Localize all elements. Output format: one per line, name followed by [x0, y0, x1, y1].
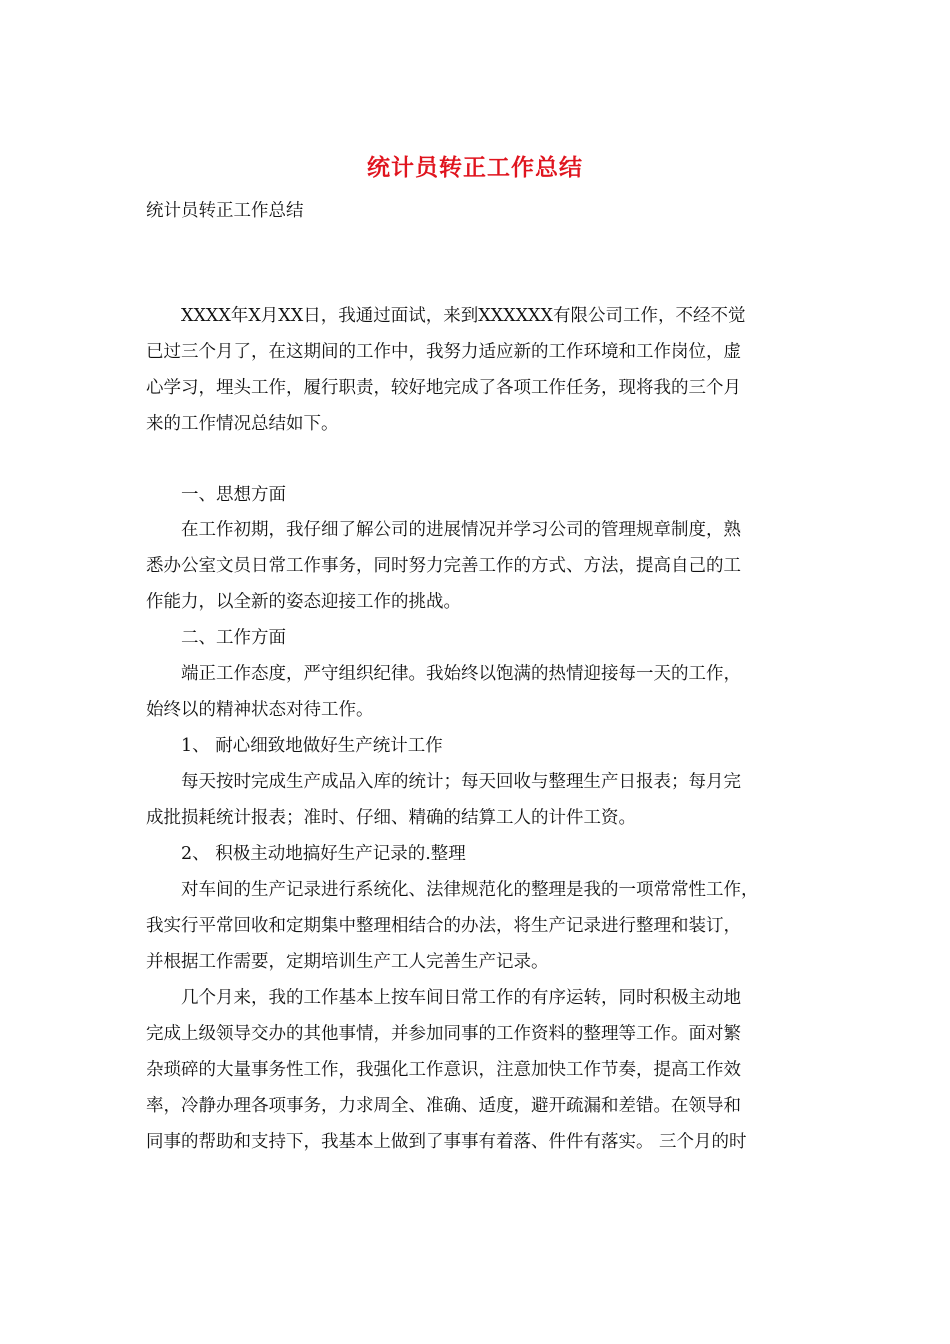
body-line: 成批损耗统计报表；准时、仔细、精确的结算工人的计件工资。: [146, 808, 636, 828]
body-line: 几个月来，我的工作基本上按车间日常工作的有序运转，同时积极主动地: [146, 988, 741, 1008]
body-line: 同事的帮助和支持下，我基本上做到了事事有着落、件件有落实。 三个月的时: [146, 1132, 747, 1152]
section-heading: 一、思想方面: [146, 485, 286, 505]
body-line: 每天按时完成生产成品入库的统计；每天回收与整理生产日报表；每月完: [146, 772, 741, 792]
section-heading: 二、工作方面: [146, 628, 286, 648]
body-line: 我实行平常回收和定期集中整理相结合的办法，将生产记录进行整理和装订，: [146, 916, 741, 936]
body-line: 始终以的精神状态对待工作。: [146, 700, 374, 720]
body-line: 悉办公室文员日常工作事务，同时努力完善工作的方式、方法，提高自己的工: [146, 556, 741, 576]
body-line: 率，冷静办理各项事务，力求周全、准确、适度，避开疏漏和差错。在领导和: [146, 1096, 741, 1116]
body-line: 已过三个月了，在这期间的工作中，我努力适应新的工作环境和工作岗位，虚: [146, 342, 741, 362]
document-title: 统计员转正工作总结: [367, 154, 583, 181]
body-line: 心学习，埋头工作，履行职责，较好地完成了各项工作任务，现将我的三个月: [146, 378, 741, 398]
body-line: XXXX年X月XX日，我通过面试，来到XXXXXX有限公司工作，不经不觉: [146, 306, 746, 326]
subsection-heading: 2、 积极主动地搞好生产记录的.整理: [146, 844, 466, 864]
body-line: 对车间的生产记录进行系统化、法律规范化的整理是我的一项常常性工作，: [146, 880, 759, 900]
body-line: 来的工作情况总结如下。: [146, 414, 339, 434]
body-line: 杂琐碎的大量事务性工作，我强化工作意识，注意加快工作节奏，提高工作效: [146, 1060, 741, 1080]
body-line: 作能力，以全新的姿态迎接工作的挑战。: [146, 592, 461, 612]
body-line: 完成上级领导交办的其他事情，并参加同事的工作资料的整理等工作。面对繁: [146, 1024, 741, 1044]
body-line: 并根据工作需要，定期培训生产工人完善生产记录。: [146, 952, 549, 972]
body-line: 端正工作态度，严守组织纪律。我始终以饱满的热情迎接每一天的工作，: [146, 664, 741, 684]
subsection-heading: 1、 耐心细致地做好生产统计工作: [146, 736, 443, 756]
body-line: 在工作初期，我仔细了解公司的进展情况并学习公司的管理规章制度，熟: [146, 520, 741, 540]
document-subtitle: 统计员转正工作总结: [146, 201, 304, 221]
